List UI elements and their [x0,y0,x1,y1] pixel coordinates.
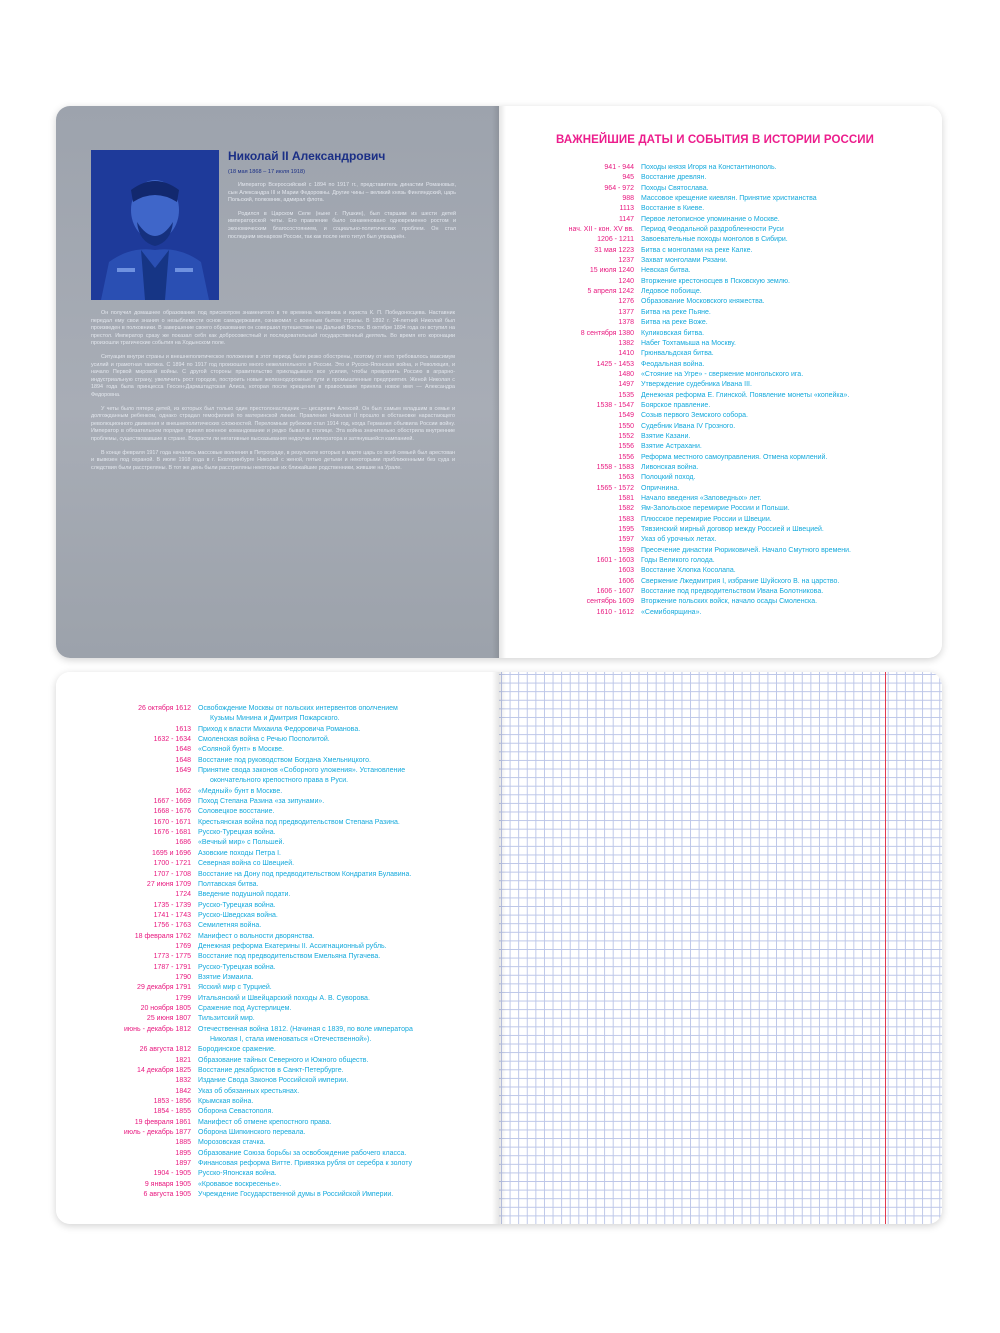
event-text: Опричнина. [641,484,680,492]
page-fold [492,106,506,658]
event-row [94,1169,474,1179]
event-row [537,597,897,607]
biography-dates: (18 мая 1868 – 17 июля 1918) [228,169,305,175]
event-row [94,766,474,776]
event-text: Завоевательные походы монголов в Сибири. [641,236,788,244]
event-date: 31 мая 1223 [594,246,634,254]
event-text: Взятие Измаила. [198,973,254,981]
event-date: 1583 [618,515,634,523]
biography-paragraph: В конце февраля 1917 года начались массовые волнения в Петрограде, в результате которых в марте царь со всей семьей был арестован и вывезен под охраной. В июле 1918 года в г. Екатеринбурге Николай с женой, пятью детьми и некоторыми приближенными без суда и следствия были расстреляны. В тот же день были расстреляны некоторые их ближайшие родственники, жившие на Урале. [91,449,455,471]
event-text: Восстание на Дону под предводительством Кондратия Булавина. [198,870,412,878]
event-row [94,1097,474,1107]
event-date: 1667 - 1669 [153,798,191,806]
event-date: 941 - 944 [604,164,634,171]
event-row [94,1107,474,1117]
event-date: 1410 [618,350,634,358]
event-text: Полоцкий поход. [641,474,696,482]
event-text: Образование Союза борьбы за освобождение рабочего класса. [198,1149,407,1157]
event-row [537,422,897,432]
event-row [94,942,474,952]
event-date: 1897 [175,1160,191,1168]
event-date: 1832 [175,1077,191,1085]
event-text: Походы князя Игоря на Константинополь. [641,164,777,171]
event-row [537,184,897,194]
event-row [94,870,474,880]
event-row [537,432,897,442]
event-row [94,1035,474,1045]
event-row [94,1149,474,1159]
event-row [94,1004,474,1014]
event-text: Финансовая реформа Витте. Привязка рубля от серебра к золоту [198,1160,413,1168]
event-text: Битва на реке Воже. [641,319,708,327]
event-text: Набег Тохтамыша на Москву. [641,339,736,347]
event-text: Восстание древлян. [641,174,707,182]
event-row [94,1087,474,1097]
event-text: Феодальная война. [641,360,705,368]
event-date: 1581 [618,495,634,502]
event-date: 988 [622,195,634,203]
event-date: 1276 [618,298,634,306]
tsar-portrait [91,150,219,300]
event-text: Русско-Турецкая война. [198,963,276,971]
event-row [537,308,897,318]
event-row [537,525,897,535]
event-row [537,473,897,483]
event-date: сентябрь 1609 [586,598,634,606]
event-text: Соловецкое восстание. [198,808,275,816]
event-date: 1558 - 1583 [596,463,634,471]
event-text: Образование тайных Северного и Южного обществ. [198,1056,369,1064]
event-text: Поход Степана Разина «за зипунами». [198,798,325,806]
event-text: Денежная реформа Е. Глинской. Появление монеты «копейка». [641,391,850,399]
event-text: Указ об обязанных крестьянах. [198,1087,300,1095]
event-date: 1610 - 1612 [596,608,634,616]
event-text: «Вечный мир» с Польшей. [198,839,285,847]
event-text: Русско-Турецкая война. [198,901,276,909]
event-text: Отечественная война 1812. (Начиная с 1839, по воле императора [198,1025,413,1033]
event-text: Итальянский и Швейцарский походы А. В. Суворова. [198,994,370,1002]
event-text: Ледовое побоище. [641,288,702,296]
event-date: 1582 [618,505,634,513]
event-row [537,401,897,411]
event-row [537,515,897,525]
event-date: 1378 [618,319,634,327]
event-text: Битва с монголами на реке Калке. [641,246,753,254]
event-row [94,1014,474,1024]
event-row [537,163,897,173]
event-row [537,546,897,556]
event-text: Куликовская битва. [641,329,705,337]
event-date: 6 августа 1905 [143,1191,191,1199]
event-text: Тильзитский мир. [198,1015,255,1023]
event-row [94,1128,474,1138]
event-row [537,453,897,463]
event-row [94,797,474,807]
event-date: 1904 - 1905 [153,1170,191,1178]
event-date: 8 сентября 1380 [580,329,634,337]
event-date: 1556 [618,443,634,451]
event-date: 1842 [175,1087,191,1095]
event-date: 1598 [618,546,634,554]
event-row [94,890,474,900]
event-row [537,246,897,256]
event-row [537,411,897,421]
event-row [94,714,474,724]
event-date: 1538 - 1547 [596,401,634,409]
event-text: Русско-Японская война. [198,1170,277,1178]
event-text: Освобождение Москвы от польских интервентов ополчением [198,705,398,712]
event-date: 1648 [175,746,191,754]
event-date: 1480 [618,370,634,378]
event-text: Судебник Ивана IV Грозного. [641,422,736,430]
event-row [537,360,897,370]
event-text: Русско-Турецкая война. [198,829,276,837]
event-text: Восстание под предводительством Ивана Болотникова. [641,588,824,596]
event-row [537,194,897,204]
event-row [94,1118,474,1128]
event-text: Годы Великого голода. [641,557,715,565]
event-row [94,901,474,911]
notebook-inner-spread [56,672,942,1224]
event-row [94,1138,474,1148]
event-row [537,204,897,214]
event-text: Бородинское сражение. [198,1046,276,1054]
event-text: Кузьмы Минина и Дмитрия Пожарского. [210,715,340,723]
event-date: 1632 - 1634 [153,736,191,744]
notebook-cover-spread [56,106,942,658]
event-date: 1425 - 1453 [596,360,634,368]
event-date: 20 ноября 1805 [140,1004,191,1012]
event-date: 1790 [175,973,191,981]
event-date: 1601 - 1603 [596,557,634,565]
event-row [94,1025,474,1035]
event-row [94,838,474,848]
event-text: «Соляной бунт» в Москве. [198,746,284,754]
event-row [94,1180,474,1190]
event-row [94,921,474,931]
event-date: июль - декабрь 1877 [123,1129,191,1137]
event-date: 1741 - 1743 [153,911,191,919]
event-text: Принятие свода законов «Соборного уложения». Установление [198,767,406,775]
event-text: Первое летописное упоминание о Москве. [641,215,780,223]
event-row [94,849,474,859]
event-row [94,756,474,766]
events-list-top [537,163,897,618]
event-text: Невская битва. [641,267,691,275]
event-text: Созыв первого Земского собора. [641,412,748,420]
event-date: 1821 [175,1056,191,1064]
event-text: «Стояние на Угре» - свержение монгольского ига. [641,370,804,378]
portrait-image [91,150,219,300]
event-date: 1648 [175,756,191,764]
event-date: 1597 [618,536,634,544]
event-date: 1535 [618,391,634,399]
event-text: Ям-Запольское перемирие России и Польши. [641,505,790,513]
event-date: 1603 [618,567,634,575]
event-row [94,932,474,942]
event-row [537,215,897,225]
event-row [537,297,897,307]
event-date: 945 [622,174,634,182]
event-row [537,173,897,183]
event-date: 1595 [618,526,634,534]
biography-name: Николай II Александрович [228,149,386,163]
event-date: 1885 [175,1139,191,1147]
event-text: Захват монголами Рязани. [641,257,728,265]
event-text: Образование Московского княжества. [641,298,765,306]
biography-paragraph: Ситуация внутри страны и внешнеполитическое положение в этот период были резко обострены, поэтому от него требовалось максимум усилий и грамотная тактика. С 1894 по 1917 год произошло много нежелательного в России. Это и Русско-Японская война, и Революция, и начало Первой мировой войны. С другой стороны правительство прикладывало все усилия, чтобы превратить Россию в аграрно-индустриальную страну, увеличить рост городов, построить новые железнодорожные пути и промышленные предприятия. Женой Николая с 1894 года была принцесса Гессен-Дармштадтская Алиса, которая после крещения в православие приняла новое имя — Александра Федоровна. [91,353,455,398]
event-date: 19 февраля 1861 [134,1118,191,1126]
event-date: 1695 и 1696 [152,849,191,857]
event-date: 15 июля 1240 [589,267,634,275]
event-date: 1240 [618,277,634,285]
event-row [537,266,897,276]
event-text: Пресечение династии Рюриковичей. Начало Смутного времени. [641,546,851,554]
event-date: 1853 - 1856 [153,1098,191,1106]
event-date: 1147 [618,215,634,223]
event-date: 1377 [618,308,634,316]
event-row [537,504,897,514]
event-date: 25 июня 1807 [146,1015,191,1023]
event-row [537,556,897,566]
event-row [537,287,897,297]
event-text: Походы Святослава. [641,184,709,192]
event-date: 1662 [175,787,191,795]
event-text: Боярское правление. [641,401,711,409]
event-date: 1799 [175,994,191,1002]
event-row [94,859,474,869]
event-text: Восстание под руководством Богдана Хмельницкого. [198,756,371,764]
event-date: 964 - 972 [604,184,634,192]
event-row [94,880,474,890]
event-row [94,735,474,745]
event-date: 1565 - 1572 [596,484,634,492]
biography-paragraph: Он получил домашнее образование под присмотром знаменитого в те времена чиновника и юриста К. П. Победоносцева. Наставник передал ему свои знания о незыблемости основ самодержавия, ознакомил с военным бытом страны. В 1892 г. 24-летний Николай был произведен в полковники. В завершение своего образования он совершил путешествие на Дальний Восток. В октябре 1894 года он вступил на престол. Император сразу же показал себя как добросовестный и последовательный государственный деятель. Во время его коронации произошли трагические события на Ходынском поле. [91,310,455,347]
event-date: 1895 [175,1149,191,1157]
event-text: Тявзинский мирный договор между Россией и Швецией. [641,526,824,534]
event-text: Реформа местного самоуправления. Отмена кормлений. [641,453,828,461]
biography-paragraph: Император Всероссийский с 1894 по 1917 гг., представитель династии Романовых, сын Александра III и Марии Федоровны. Другие чины – великий князь Финляндский, царь Польский, полковник, адмирал флота. [228,182,456,204]
event-date: 26 октября 1612 [138,705,191,712]
event-text: Русско-Шведская война. [198,911,278,919]
event-text: Сражение под Аустерлицем. [198,1004,292,1012]
biography-paragraph: Родился в Царском Селе (ныне г. Пушкин), был старшим из шести детей императорской четы. Его правление было ознаменовано одновременно ростом и экономическим благосостоянием, и социально-политических проблем. Он стал последним монархом России, так как после него титул был упразднён. [228,210,456,240]
event-text: Учреждение Государственной думы в Российской Империи. [198,1191,394,1199]
event-row [537,494,897,504]
event-row [537,587,897,597]
event-text: Указ об урочных летах. [641,536,717,544]
event-row [94,828,474,838]
event-row [537,442,897,452]
event-date: 1735 - 1739 [153,901,191,909]
event-text: Полтавская битва. [198,880,259,888]
event-text: Денежная реформа Екатерины II. Ассигнационный рубль. [198,942,387,950]
event-row [94,963,474,973]
event-date: 1237 [618,257,634,265]
event-date: 1769 [175,942,191,950]
event-row [94,745,474,755]
event-row [537,225,897,235]
biography-page [56,106,499,658]
event-text: Крымская война. [198,1098,254,1106]
event-text: Период Феодальной раздробленности Руси [641,226,784,234]
event-date: 1549 [618,412,634,420]
event-date: 26 августа 1812 [139,1046,191,1054]
event-date: 1649 [175,767,191,775]
event-date: 1707 - 1708 [153,870,191,878]
event-date: 1773 - 1775 [153,953,191,961]
event-row [537,339,897,349]
event-text: Оборона Севастополя. [198,1108,274,1116]
event-row [537,235,897,245]
event-text: Оборона Шипкинского перевала. [198,1129,306,1137]
event-text: Плюсское перемирие России и Швеции. [641,515,772,523]
event-text: Начало введения «Заповедных» лет. [641,495,762,502]
event-text: Ливонская война. [641,463,699,471]
event-date: 1724 [175,891,191,899]
event-row [537,318,897,328]
event-row [537,577,897,587]
event-date: 1563 [618,474,634,482]
event-row [94,983,474,993]
biography-body [91,310,455,478]
event-date: 1382 [618,339,634,347]
event-row [94,807,474,817]
event-row [537,370,897,380]
event-row [537,329,897,339]
event-row [537,535,897,545]
event-date: 18 февраля 1762 [134,932,191,940]
event-row [537,380,897,390]
event-row [94,704,474,714]
event-date: 5 апреля 1242 [587,288,634,296]
event-row [537,349,897,359]
event-text: Вторжение польских войск, начало осады Смоленска. [641,598,818,606]
event-date: 1668 - 1676 [153,808,191,816]
event-text: Взятие Казани. [641,432,691,440]
event-date: 1686 [175,839,191,847]
event-text: Вторжение крестоносцев в Псковскую землю. [641,277,790,285]
event-text: Ясский мир с Турцией. [198,984,272,992]
event-text: окончательного крепостного права в Руси. [210,777,349,785]
biography-intro [228,182,456,247]
event-text: Восстание Хлопка Косолапа. [641,567,736,575]
event-date: 29 декабря 1791 [137,984,191,992]
event-row [537,608,897,618]
event-date: 1550 [618,422,634,430]
event-row [94,725,474,735]
biography-paragraph: У четы было пятеро детей, из которых был только один престолонаследник — цесаревич Алексей. Он был самым младшим в семье и долгожданным ребенком, однако страдал гемофилией по материнской линии. Правление Николая II прошло в обстановке нарастающего революционного движения и внешнеполитических сложностей. Переломным рубежом стал 1914 год, когда Германия объявила России войну. Император в обязательном порядке принял военное командование и редко бывал в столице. Эта война значительно обострила внутренние проблемы, существовавшие в стране. Возрасти ли негативные высказывания недоучки императора и затянувшейся кампанией. [91,405,455,442]
event-row [94,952,474,962]
margin-line [885,672,886,1224]
event-row [94,994,474,1004]
event-text: Издание Свода Законов Российской империи. [198,1077,349,1085]
event-date: 1700 - 1721 [153,860,191,868]
event-text: Морозовская стачка. [198,1139,266,1147]
event-text: Азовские походы Петра I. [198,849,281,857]
event-text: Грюнвальдская битва. [641,350,714,358]
event-date: 27 июня 1709 [146,880,191,888]
event-text: Крестьянская война под предводительством Степана Разина. [198,818,400,826]
event-date: 14 декабря 1825 [137,1067,191,1075]
event-text: Свержение Лжедмитрия I, избрание Шуйского В. на царство. [641,577,840,585]
event-text: «Семибоярщина». [641,608,702,616]
event-row [94,911,474,921]
page-fold [492,672,506,1224]
event-text: Приход к власти Михаила Федоровича Романова. [198,725,361,733]
event-date: 1854 - 1855 [153,1108,191,1116]
dates-page-1 [499,106,942,658]
event-text: Манифест о вольности дворянства. [198,932,315,940]
event-row [94,776,474,786]
event-row [94,1159,474,1169]
event-text: Восстание в Киеве. [641,205,705,213]
event-row [537,566,897,576]
event-row [537,391,897,401]
event-row [537,463,897,473]
event-date: 1552 [618,432,634,440]
event-date: 9 января 1905 [144,1180,191,1188]
event-text: Смоленская война с Речью Посполитой. [198,736,330,744]
event-date: 1606 [618,577,634,585]
event-text: «Медный» бунт в Москве. [198,787,283,795]
event-row [94,973,474,983]
event-date: 1606 - 1607 [596,588,634,596]
event-text: Утверждение судебника Ивана III. [641,381,752,389]
grid-page [499,672,942,1224]
event-row [537,277,897,287]
event-text: Битва на реке Пьяне. [641,308,711,316]
event-text: «Кровавое воскресенье». [198,1180,282,1188]
event-date: июнь - декабрь 1812 [123,1025,191,1033]
event-row [94,1056,474,1066]
event-row [94,1076,474,1086]
event-date: 1670 - 1671 [153,818,191,826]
event-row [537,484,897,494]
event-date: 1787 - 1791 [153,963,191,971]
event-date: 1113 [619,205,634,213]
event-text: Восстание под предводительством Емельяна Пугачева. [198,953,381,961]
event-row [94,1045,474,1055]
event-row [94,1190,474,1200]
event-text: Восстание декабристов в Санкт-Петербурге. [198,1067,344,1075]
event-text: Введение подушной подати. [198,891,291,899]
event-text: Массовое крещение киевлян. Принятие христианства [641,195,817,203]
event-date: 1206 - 1211 [597,236,634,244]
event-date: 1676 - 1681 [153,829,191,837]
event-row [537,256,897,266]
event-text: Северная война со Швецией. [198,860,295,868]
dates-page-2 [56,672,499,1224]
event-text: Манифест об отмене крепостного права. [198,1118,332,1126]
event-date: нач. XII - кон. XV вв. [568,226,634,234]
event-date: 1756 - 1763 [153,922,191,930]
event-row [94,787,474,797]
event-date: 1613 [175,725,191,733]
event-row [94,1066,474,1076]
event-text: Семилетняя война. [198,922,262,930]
dates-title: ВАЖНЕЙШИЕ ДАТЫ И СОБЫТИЯ В ИСТОРИИ РОССИИ [556,134,875,146]
events-list-bottom [94,704,474,1201]
event-row [94,818,474,828]
event-text: Взятие Астрахани. [641,443,702,451]
event-date: 1556 [618,453,634,461]
event-date: 1497 [618,381,634,389]
event-text: Николая I, стала именоваться «Отечественной»). [210,1036,372,1043]
